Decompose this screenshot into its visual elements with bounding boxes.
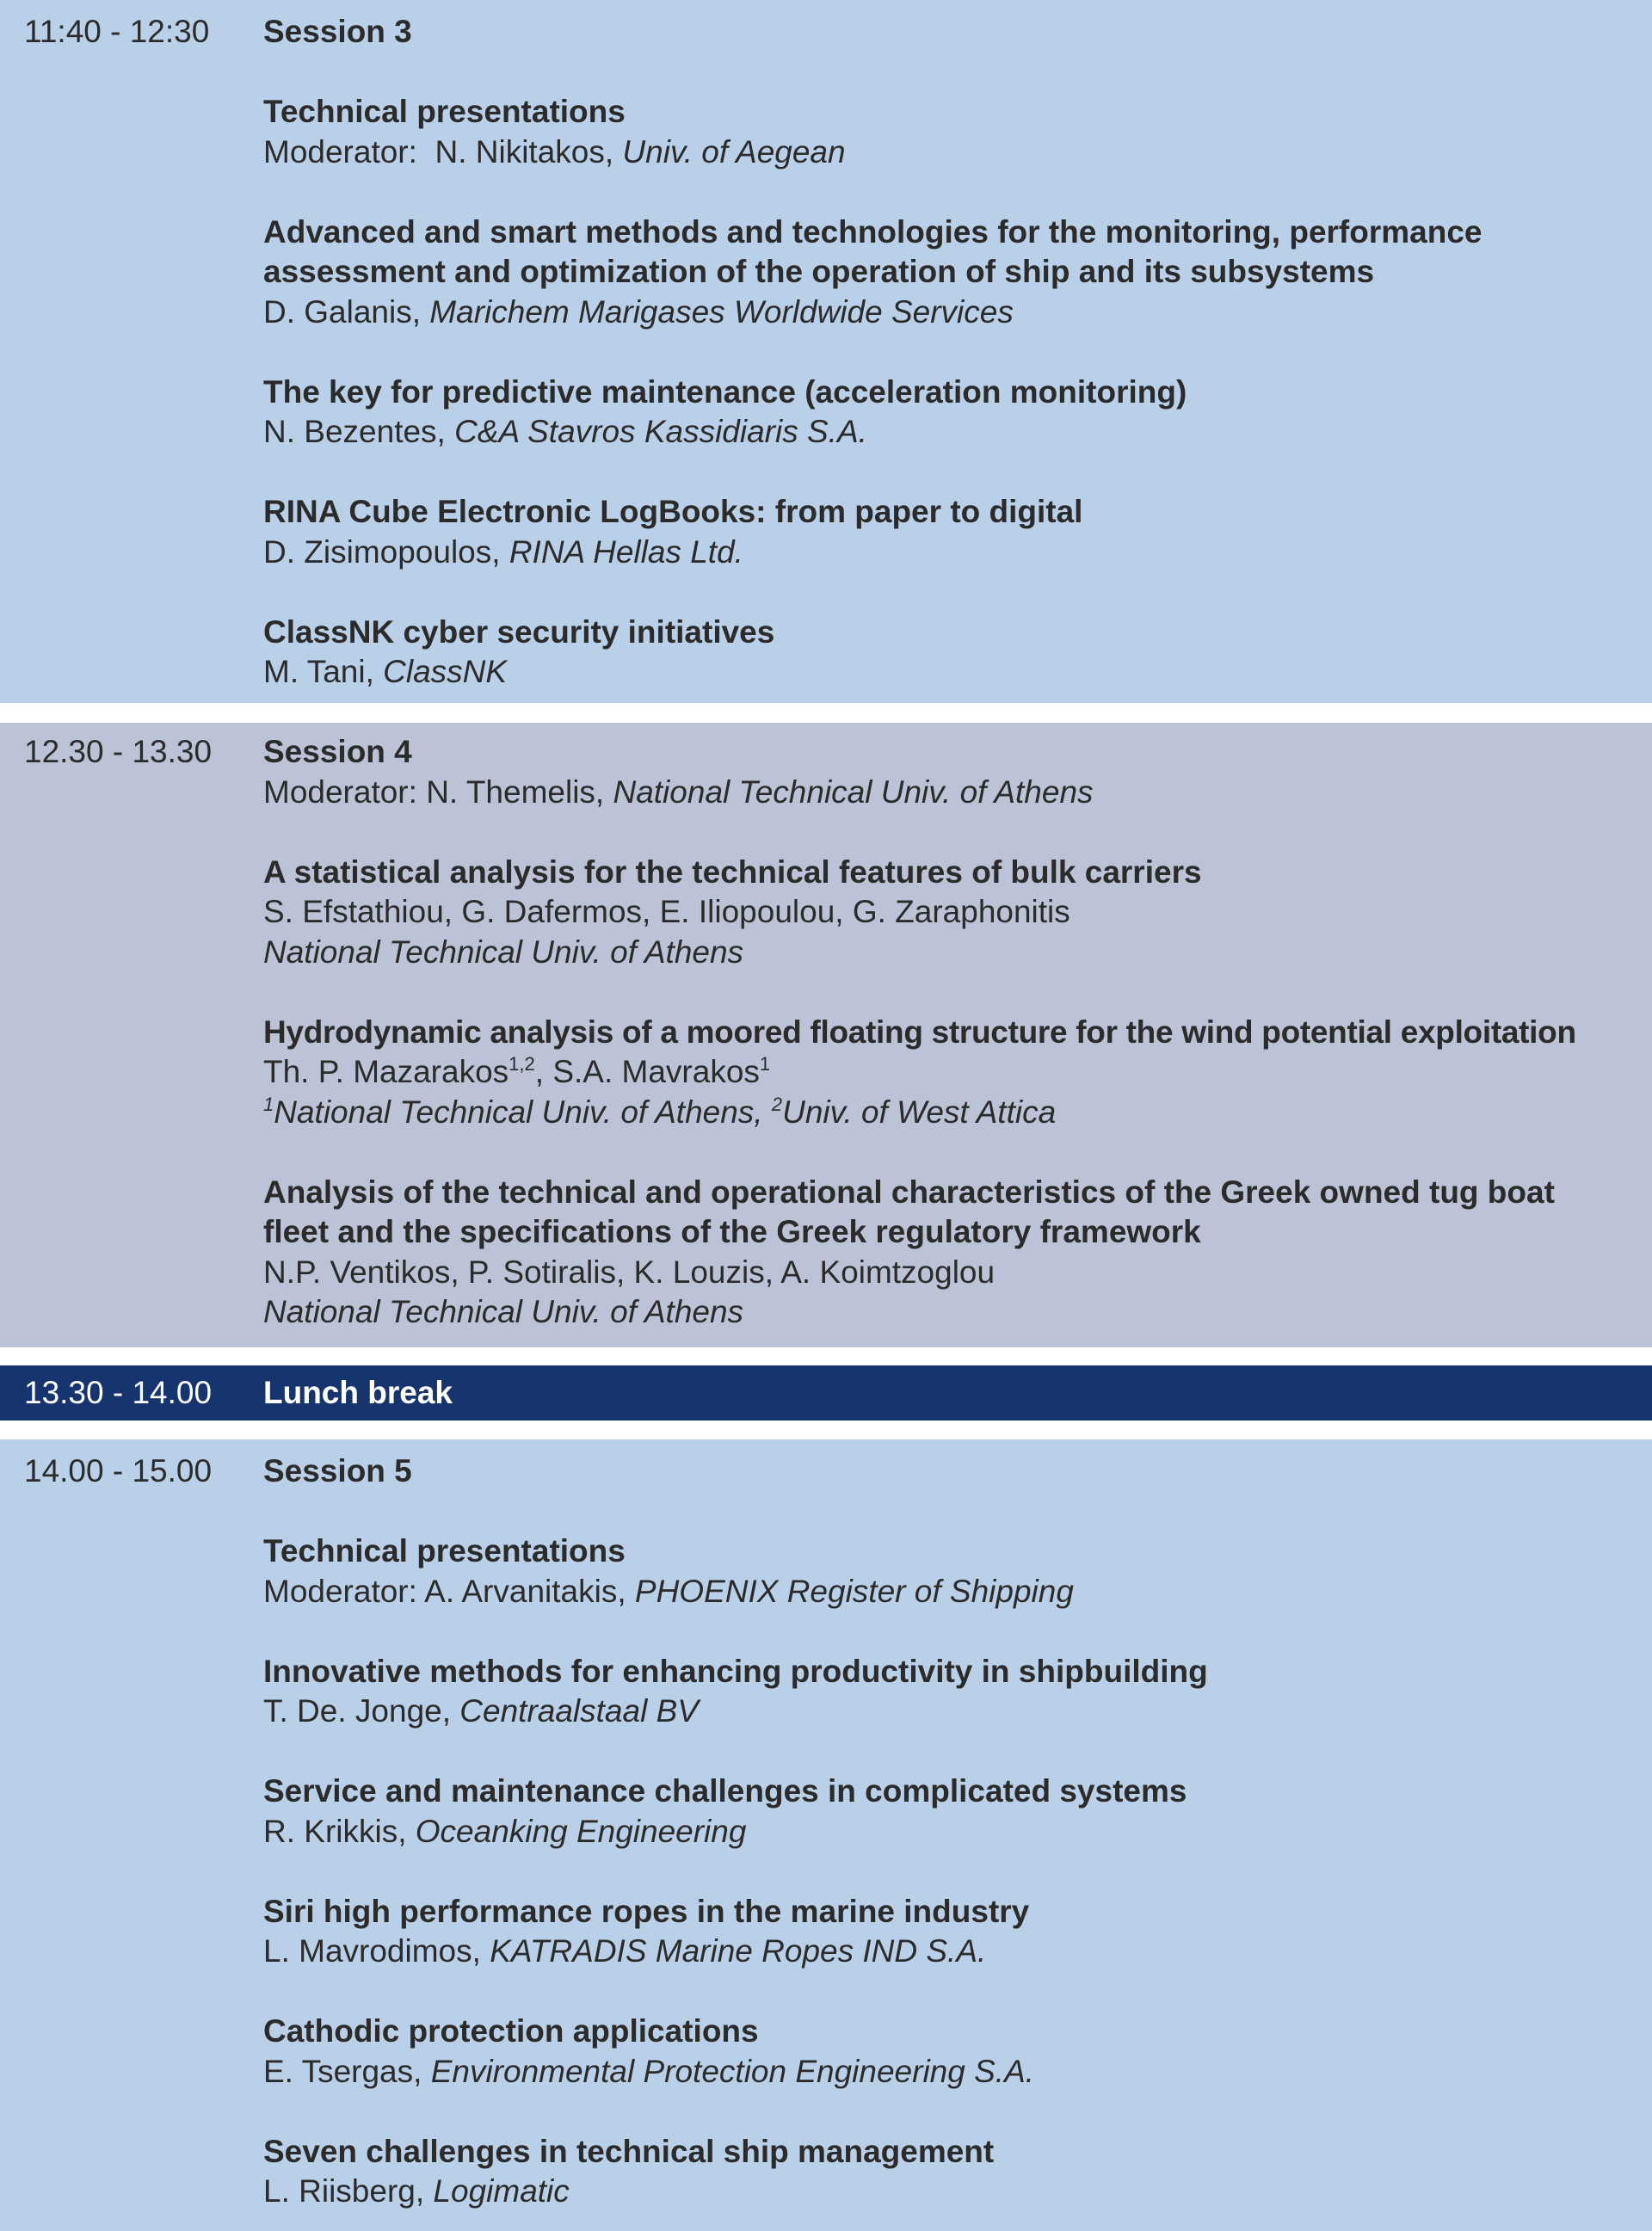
talk-affiliation: National Technical Univ. of Athens [263,934,744,970]
moderator: Moderator: A. Arvanitakis, PHOENIX Register of Shipping [263,1573,1074,1609]
session-3-time: 11:40 - 12:30 [24,14,210,49]
talk-speaker: L. Mavrodimos, KATRADIS Marine Ropes IND S.A. [263,1933,987,1969]
session-4-time: 12.30 - 13.30 [24,734,213,769]
session-3-block [0,0,1652,703]
talk-speaker: E. Tsergas, Environmental Protection Engineering S.A. [263,2053,1035,2089]
session-5-content [263,1451,1618,2212]
moderator: Moderator: N. Nikitakos, Univ. of Aegean [263,133,846,169]
talk-title: Siri high performance ropes in the marine industry [263,1893,1030,1929]
talk-speaker: M. Tani, ClassNK [263,654,508,689]
talk-title: Advanced and smart methods and technologies for the monitoring, performance [263,213,1482,250]
session-subtitle: Technical presentations [263,94,626,129]
lunch-title: Lunch break [263,1375,453,1410]
talk-authors: N.P. Ventikos, P. Sotiralis, K. Louzis, A. Koimtzoglou [263,1254,996,1290]
talk-title: Seven challenges in technical ship management [263,2133,995,2169]
talk-speaker: T. De. Jonge, Centraalstaal BV [263,1693,699,1729]
talk-speaker: R. Krikkis, Oceanking Engineering [263,1813,747,1849]
talk-speaker: L. Riisberg, Logimatic [263,2173,570,2209]
session-5-block [0,1439,1652,2231]
talk-speaker: N. Bezentes, C&A Stavros Kassidiaris S.A. [263,414,867,449]
session-title: Session 4 [263,734,412,769]
talk-authors: Th. P. Mazarakos$^{1,2}$, S.A. Mavrakos$^1$ [263,1053,771,1089]
talk-speaker: D. Galanis, Marichem Marigases Worldwide Services [263,293,1014,330]
lunch-break-bar [0,1365,1652,1421]
talk-title: Hydrodynamic analysis of a moored floating structure for the wind potential exploitation [263,1014,1576,1050]
talk-title: Service and maintenance challenges in complicated systems [263,1773,1187,1809]
talk-affiliation: National Technical Univ. of Athens [263,1294,744,1329]
session-5-time: 14.00 - 15.00 [24,1453,213,1488]
session-3-content [263,12,1618,693]
talk-title: A statistical analysis for the technical features of bulk carriers [263,854,1202,890]
talk-affiliation: $^1$National Technical Univ. of Athens, $^2$Univ. of West Attica [263,1093,1057,1130]
talk-title: Innovative methods for enhancing productivity in shipbuilding [263,1653,1208,1689]
talk-title: ClassNK cyber security initiatives [263,613,775,650]
session-title: Session 3 [263,14,412,49]
session-subtitle: Technical presentations [263,1533,626,1568]
talk-speaker: D. Zisimopoulos, RINA Hellas Ltd. [263,533,743,570]
talk-title: Analysis of the technical and operational characteristics of the Greek owned tug boat [263,1174,1555,1210]
talk-title: Cathodic protection applications [263,2013,759,2049]
session-4-content [263,732,1618,1333]
talk-title: RINA Cube Electronic LogBooks: from paper to digital [263,494,1083,529]
session-title: Session 5 [263,1453,412,1488]
talk-title: The key for predictive maintenance (acceleration monitoring) [263,373,1187,410]
moderator: Moderator: N. Themelis, National Technical Univ. of Athens [263,773,1094,810]
lunch-time: 13.30 - 14.00 [24,1375,213,1410]
talk-title: assessment and optimization of the operation of ship and its subsystems [263,254,1375,289]
session-4-block [0,723,1652,1347]
talk-authors: S. Efstathiou, G. Dafermos, E. Iliopoulou, G. Zaraphonitis [263,894,1070,929]
talk-title: fleet and the specifications of the Greek regulatory framework [263,1214,1201,1249]
